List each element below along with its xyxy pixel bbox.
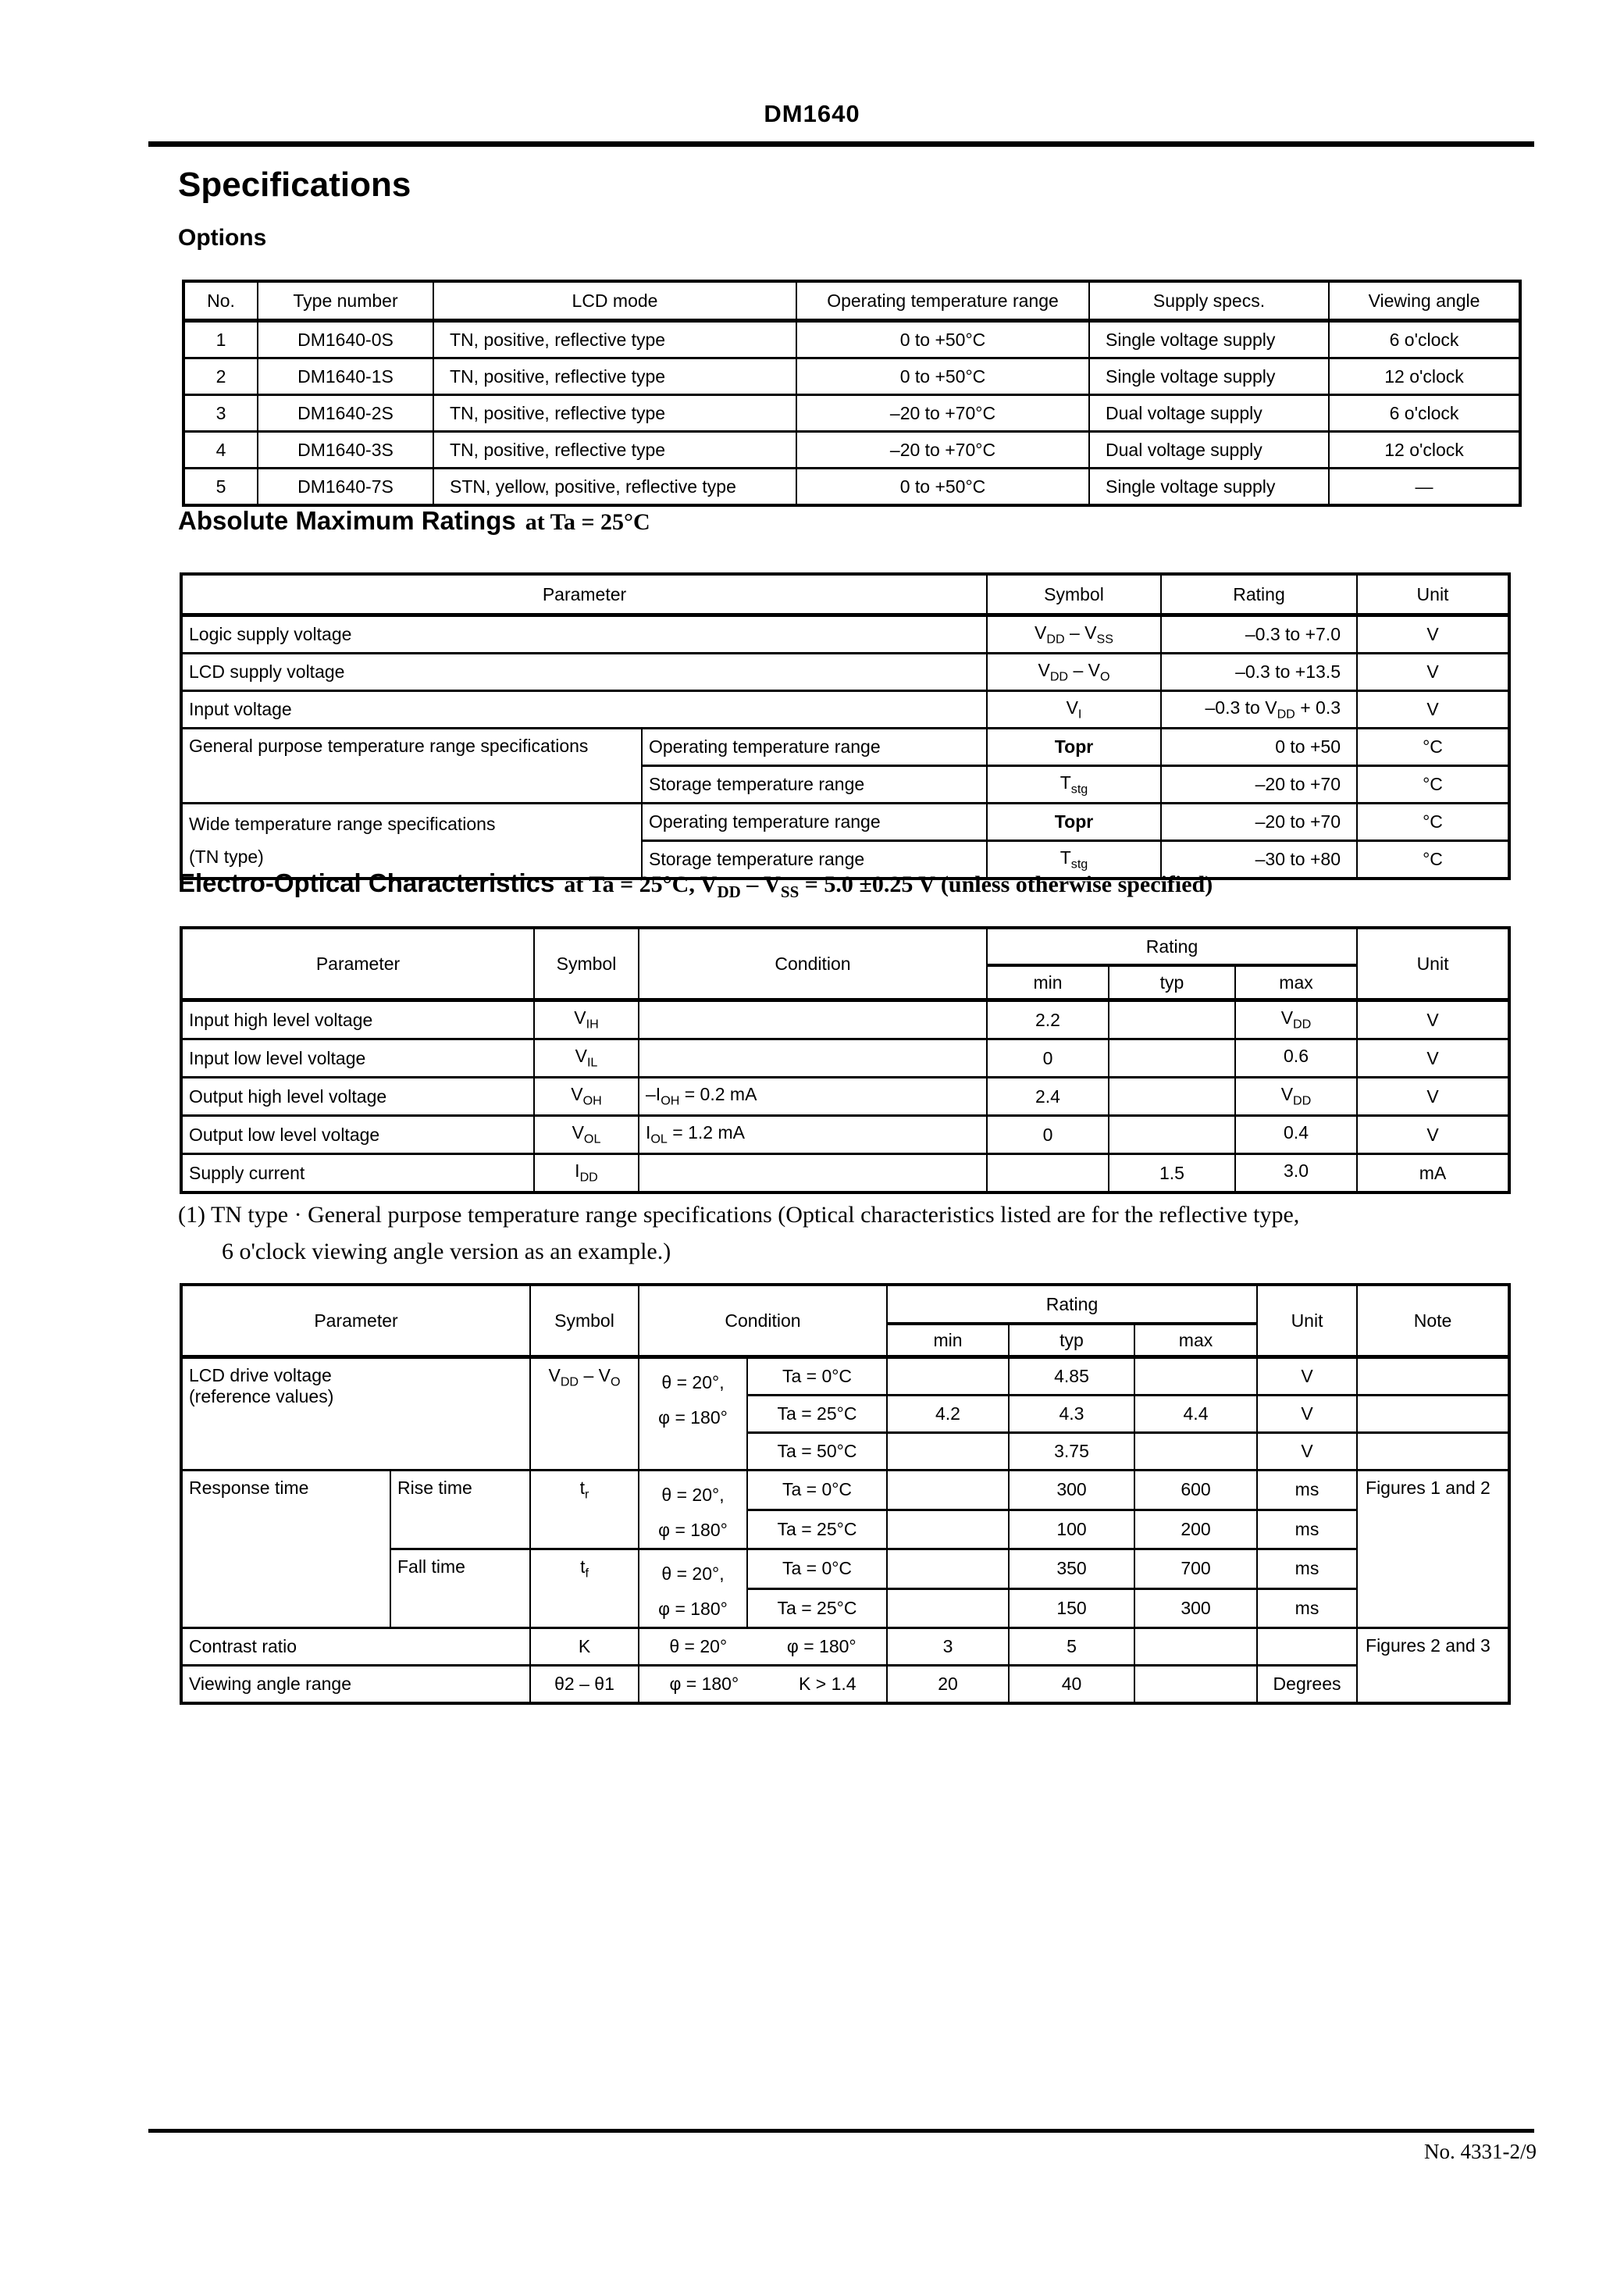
cell-max: 700	[1134, 1549, 1257, 1589]
col-header-unit: Unit	[1257, 1285, 1357, 1357]
cell-condition-angle: θ = 20°, φ = 180°	[639, 1471, 747, 1549]
cell-operating-temp: 0 to +50°C	[796, 469, 1089, 506]
cell-symbol: $V_{IH}$	[534, 1000, 639, 1039]
cell-min	[887, 1357, 1009, 1396]
cell-type-number: DM1640-0S	[258, 321, 433, 358]
cell-typ: 350	[1009, 1549, 1134, 1589]
cell-unit: V	[1357, 615, 1509, 654]
cell-type-number: DM1640-3S	[258, 432, 433, 469]
cell-note: Figures 2 and 3	[1357, 1628, 1509, 1704]
table-row	[183, 395, 1520, 432]
table-row	[181, 1628, 1509, 1666]
cell-max	[1134, 1666, 1257, 1704]
abs-max-table-header	[181, 574, 1509, 615]
cell-condition: $-I_{OH} = 0.2$ mA	[639, 1078, 987, 1116]
cell-symbol: $t_f$	[530, 1549, 639, 1628]
table-row	[181, 1039, 1509, 1078]
cell-operating-temp: 0 to +50°C	[796, 358, 1089, 395]
cell-type-number: DM1640-1S	[258, 358, 433, 395]
cell-symbol: $V_{OH}$	[534, 1078, 639, 1116]
cell-no: 3	[183, 395, 258, 432]
eo-title: Electro-Optical Characteristics	[178, 868, 555, 897]
cell-rating: –0.3 to +7.0	[1161, 615, 1357, 654]
cell-condition-temp: Ta = 25°C	[747, 1396, 887, 1433]
cell-min: 2.2	[987, 1000, 1109, 1039]
tn-characteristics-table	[180, 1283, 1511, 1705]
cell-min	[987, 1154, 1109, 1193]
cell-parameter-sub: Storage temperature range	[642, 841, 987, 879]
cell-max: 4.4	[1134, 1396, 1257, 1433]
table-row	[181, 1285, 1509, 1324]
abs-max-heading	[178, 506, 650, 536]
cell-condition-temp: Ta = 25°C	[747, 1588, 887, 1628]
table-row	[181, 1357, 1509, 1396]
col-header-typ: typ	[1009, 1324, 1134, 1357]
cell-lcd-mode: TN, positive, reflective type	[433, 321, 796, 358]
col-header-condition: Condition	[639, 1285, 887, 1357]
cell-max	[1134, 1357, 1257, 1396]
cell-parameter: LCD supply voltage	[181, 654, 987, 691]
table-row	[183, 432, 1520, 469]
cell-condition: θ = 20° φ = 180°	[639, 1628, 887, 1666]
cell-parameter-sub: Storage temperature range	[642, 766, 987, 804]
options-table	[182, 280, 1522, 507]
cell-no: 4	[183, 432, 258, 469]
cell-rating: –30 to +80	[1161, 841, 1357, 879]
cell-condition	[639, 1039, 987, 1078]
cell-parameter: Logic supply voltage	[181, 615, 987, 654]
cell-unit: V	[1357, 1039, 1509, 1078]
cell-symbol: $T_{stg}$	[987, 841, 1161, 879]
cell-parameter: Input high level voltage	[181, 1000, 534, 1039]
cell-viewing-angle: 6 o'clock	[1329, 321, 1520, 358]
table-row	[181, 804, 1509, 841]
col-header-unit: Unit	[1357, 574, 1509, 615]
cell-supply-specs: Single voltage supply	[1089, 358, 1329, 395]
table-row	[181, 654, 1509, 691]
table-row	[181, 729, 1509, 766]
cell-symbol: $V_{IL}$	[534, 1039, 639, 1078]
cell-condition	[639, 1000, 987, 1039]
cell-condition-temp: Ta = 0°C	[747, 1471, 887, 1510]
col-header-max: max	[1134, 1324, 1257, 1357]
cell-min	[887, 1471, 1009, 1510]
table-row	[183, 321, 1520, 358]
cell-typ: 3.75	[1009, 1433, 1134, 1471]
cell-parameter: LCD drive voltage (reference values)	[181, 1357, 530, 1471]
cell-symbol: θ2 – θ1	[530, 1666, 639, 1704]
cell-min: 4.2	[887, 1396, 1009, 1433]
cell-min	[887, 1588, 1009, 1628]
cell-min: 2.4	[987, 1078, 1109, 1116]
cell-min: 0	[987, 1116, 1109, 1154]
cell-unit: V	[1357, 1116, 1509, 1154]
cell-unit: ms	[1257, 1471, 1357, 1510]
cell-typ	[1109, 1000, 1235, 1039]
col-header-note: Note	[1357, 1285, 1509, 1357]
cell-unit: mA	[1357, 1154, 1509, 1193]
cell-typ: 300	[1009, 1471, 1134, 1510]
options-heading: Options	[178, 225, 267, 251]
cell-max: 600	[1134, 1471, 1257, 1510]
col-header-operating-temp: Operating temperature range	[796, 281, 1089, 321]
cell-typ: 40	[1009, 1666, 1134, 1704]
cell-condition	[639, 1154, 987, 1193]
cell-rating: –0.3 to $V_{DD} + 0.3$	[1161, 691, 1357, 729]
cell-unit: °C	[1357, 841, 1509, 879]
options-table-header	[183, 281, 1520, 321]
cell-typ: 4.3	[1009, 1396, 1134, 1433]
cell-parameter: Response time	[181, 1471, 390, 1628]
cell-min	[887, 1549, 1009, 1589]
cell-parameter: Input low level voltage	[181, 1039, 534, 1078]
footer-page-number: No. 4331-2/9	[1424, 2140, 1537, 2163]
col-header-parameter: Parameter	[181, 574, 987, 615]
col-header-rating: Rating	[1161, 574, 1357, 615]
cell-parameter: Output high level voltage	[181, 1078, 534, 1116]
cell-parameter-sub: Operating temperature range	[642, 804, 987, 841]
cell-unit: V	[1357, 691, 1509, 729]
cell-no: 5	[183, 469, 258, 506]
cell-no: 1	[183, 321, 258, 358]
tn-type-note	[178, 1196, 1505, 1270]
cell-min	[887, 1510, 1009, 1549]
cell-max: $V_{DD}$	[1235, 1000, 1357, 1039]
cell-parameter: Output low level voltage	[181, 1116, 534, 1154]
cell-unit: ms	[1257, 1588, 1357, 1628]
cell-rating: 0 to +50	[1161, 729, 1357, 766]
tn-table-header	[181, 1285, 1509, 1357]
col-header-symbol: Symbol	[534, 928, 639, 1000]
cell-viewing-angle: 12 o'clock	[1329, 358, 1520, 395]
cell-parameter-group: Wide temperature range specifications (TN type)	[181, 804, 642, 879]
cell-condition-temp: Ta = 0°C	[747, 1549, 887, 1589]
cell-supply-specs: Dual voltage supply	[1089, 395, 1329, 432]
col-header-no: No.	[183, 281, 258, 321]
cell-condition: $I_{OL} = 1.2$ mA	[639, 1116, 987, 1154]
col-header-supply-specs: Supply specs.	[1089, 281, 1329, 321]
cell-operating-temp: 0 to +50°C	[796, 321, 1089, 358]
cell-parameter-sub: Operating temperature range	[642, 729, 987, 766]
cell-rating: –0.3 to +13.5	[1161, 654, 1357, 691]
cell-unit: °C	[1357, 804, 1509, 841]
cell-min: 3	[887, 1628, 1009, 1666]
abs-max-table	[180, 572, 1511, 880]
eo-table-header	[181, 928, 1509, 1000]
cell-lcd-mode: STN, yellow, positive, reflective type	[433, 469, 796, 506]
col-header-min: min	[887, 1324, 1009, 1357]
cell-unit: °C	[1357, 766, 1509, 804]
table-row	[181, 1666, 1509, 1704]
cell-parameter: Viewing angle range	[181, 1666, 530, 1704]
cell-typ: 100	[1009, 1510, 1134, 1549]
table-row	[183, 358, 1520, 395]
col-header-unit: Unit	[1357, 928, 1509, 1000]
cell-condition: φ = 180° K > 1.4	[639, 1666, 887, 1704]
cell-note: Figures 1 and 2	[1357, 1471, 1509, 1628]
col-header-lcd-mode: LCD mode	[433, 281, 796, 321]
col-header-type-number: Type number	[258, 281, 433, 321]
eo-heading	[178, 868, 1213, 902]
table-row	[181, 691, 1509, 729]
cell-parameter: Contrast ratio	[181, 1628, 530, 1666]
cell-viewing-angle: 6 o'clock	[1329, 395, 1520, 432]
col-header-symbol: Symbol	[987, 574, 1161, 615]
doc-title: DM1640	[764, 100, 860, 127]
col-header-typ: typ	[1109, 965, 1235, 1000]
col-header-min: min	[987, 965, 1109, 1000]
cell-symbol: $t_r$	[530, 1471, 639, 1549]
col-header-viewing-angle: Viewing angle	[1329, 281, 1520, 321]
col-header-max: max	[1235, 965, 1357, 1000]
table-row	[181, 928, 1509, 965]
tn-type-note-line2: 6 o'clock viewing angle version as an example.)	[222, 1239, 671, 1264]
specifications-heading: Specifications	[178, 166, 411, 204]
cell-operating-temp: –20 to +70°C	[796, 432, 1089, 469]
cell-max: 0.6	[1235, 1039, 1357, 1078]
cell-symbol: K	[530, 1628, 639, 1666]
col-header-condition: Condition	[639, 928, 987, 1000]
cell-note	[1357, 1396, 1509, 1433]
cell-parameter-sub: Rise time	[390, 1471, 530, 1549]
cell-unit: V	[1357, 1000, 1509, 1039]
cell-lcd-mode: TN, positive, reflective type	[433, 395, 796, 432]
cell-max: 300	[1134, 1588, 1257, 1628]
cell-condition-temp: Ta = 0°C	[747, 1357, 887, 1396]
cell-typ	[1109, 1116, 1235, 1154]
cell-type-number: DM1640-7S	[258, 469, 433, 506]
cell-unit: V	[1257, 1433, 1357, 1471]
cell-supply-specs: Dual voltage supply	[1089, 432, 1329, 469]
cell-viewing-angle: —	[1329, 469, 1520, 506]
col-header-parameter: Parameter	[181, 928, 534, 1000]
cell-typ: 1.5	[1109, 1154, 1235, 1193]
cell-unit	[1257, 1628, 1357, 1666]
cell-symbol: Topr	[987, 729, 1161, 766]
cell-unit: ms	[1257, 1549, 1357, 1589]
table-row	[183, 469, 1520, 506]
table-row	[181, 1471, 1509, 1510]
cell-parameter-sub: Fall time	[390, 1549, 530, 1628]
table-row	[183, 281, 1520, 321]
cell-supply-specs: Single voltage supply	[1089, 321, 1329, 358]
cell-symbol: $V_I$	[987, 691, 1161, 729]
cell-typ	[1109, 1039, 1235, 1078]
abs-max-condition: at Ta = 25°C	[525, 509, 650, 535]
cell-viewing-angle: 12 o'clock	[1329, 432, 1520, 469]
col-header-parameter: Parameter	[181, 1285, 530, 1357]
table-row	[181, 1078, 1509, 1116]
eo-table	[180, 926, 1511, 1194]
cell-symbol: $V_{DD} - V_{SS}$	[987, 615, 1161, 654]
table-row	[181, 574, 1509, 615]
cell-condition-angle: θ = 20°, φ = 180°	[639, 1357, 747, 1471]
cell-typ: 4.85	[1009, 1357, 1134, 1396]
cell-symbol: $I_{DD}$	[534, 1154, 639, 1193]
col-header-symbol: Symbol	[530, 1285, 639, 1357]
cell-condition-temp: Ta = 25°C	[747, 1510, 887, 1549]
cell-parameter-group: General purpose temperature range specifications	[181, 729, 642, 804]
cell-symbol: $V_{DD} - V_O$	[530, 1357, 639, 1471]
cell-max: 200	[1134, 1510, 1257, 1549]
cell-max: $V_{DD}$	[1235, 1078, 1357, 1116]
cell-unit: ms	[1257, 1510, 1357, 1549]
cell-condition-angle: θ = 20°, φ = 180°	[639, 1549, 747, 1628]
cell-symbol: $V_{OL}$	[534, 1116, 639, 1154]
cell-typ: 5	[1009, 1628, 1134, 1666]
cell-lcd-mode: TN, positive, reflective type	[433, 432, 796, 469]
cell-max: 0.4	[1235, 1116, 1357, 1154]
footer-rule	[148, 2129, 1534, 2133]
cell-symbol: $V_{DD} - V_O$	[987, 654, 1161, 691]
cell-note	[1357, 1433, 1509, 1471]
cell-symbol: Topr	[987, 804, 1161, 841]
cell-min: 0	[987, 1039, 1109, 1078]
table-row	[181, 615, 1509, 654]
cell-max: 3.0	[1235, 1154, 1357, 1193]
cell-parameter: Input voltage	[181, 691, 987, 729]
eo-condition: at Ta = 25°C, $V_{DD} - V_{SS} = 5.0 \pm 0.25$ V (unless otherwise specified)	[564, 872, 1213, 901]
cell-parameter: Supply current	[181, 1154, 534, 1193]
col-header-rating: Rating	[887, 1285, 1257, 1324]
cell-min	[887, 1433, 1009, 1471]
cell-unit: V	[1357, 654, 1509, 691]
cell-max	[1134, 1628, 1257, 1666]
cell-unit: V	[1357, 1078, 1509, 1116]
col-header-rating: Rating	[987, 928, 1357, 965]
table-row	[181, 1000, 1509, 1039]
abs-max-title: Absolute Maximum Ratings	[178, 506, 516, 535]
header-rule	[148, 141, 1534, 147]
cell-rating: –20 to +70	[1161, 766, 1357, 804]
cell-unit: V	[1257, 1357, 1357, 1396]
cell-note	[1357, 1357, 1509, 1396]
cell-unit: °C	[1357, 729, 1509, 766]
cell-condition-temp: Ta = 50°C	[747, 1433, 887, 1471]
cell-typ	[1109, 1078, 1235, 1116]
tn-type-note-line1: (1) TN type · General purpose temperature range specifications (Optical characteristics listed are for the reflective type,	[178, 1202, 1300, 1228]
cell-unit: Degrees	[1257, 1666, 1357, 1704]
table-row	[181, 1116, 1509, 1154]
cell-unit: V	[1257, 1396, 1357, 1433]
cell-rating: –20 to +70	[1161, 804, 1357, 841]
cell-min: 20	[887, 1666, 1009, 1704]
cell-max	[1134, 1433, 1257, 1471]
cell-symbol: $T_{stg}$	[987, 766, 1161, 804]
cell-operating-temp: –20 to +70°C	[796, 395, 1089, 432]
table-row	[181, 1154, 1509, 1193]
cell-typ: 150	[1009, 1588, 1134, 1628]
cell-type-number: DM1640-2S	[258, 395, 433, 432]
cell-lcd-mode: TN, positive, reflective type	[433, 358, 796, 395]
cell-no: 2	[183, 358, 258, 395]
cell-supply-specs: Single voltage supply	[1089, 469, 1329, 506]
